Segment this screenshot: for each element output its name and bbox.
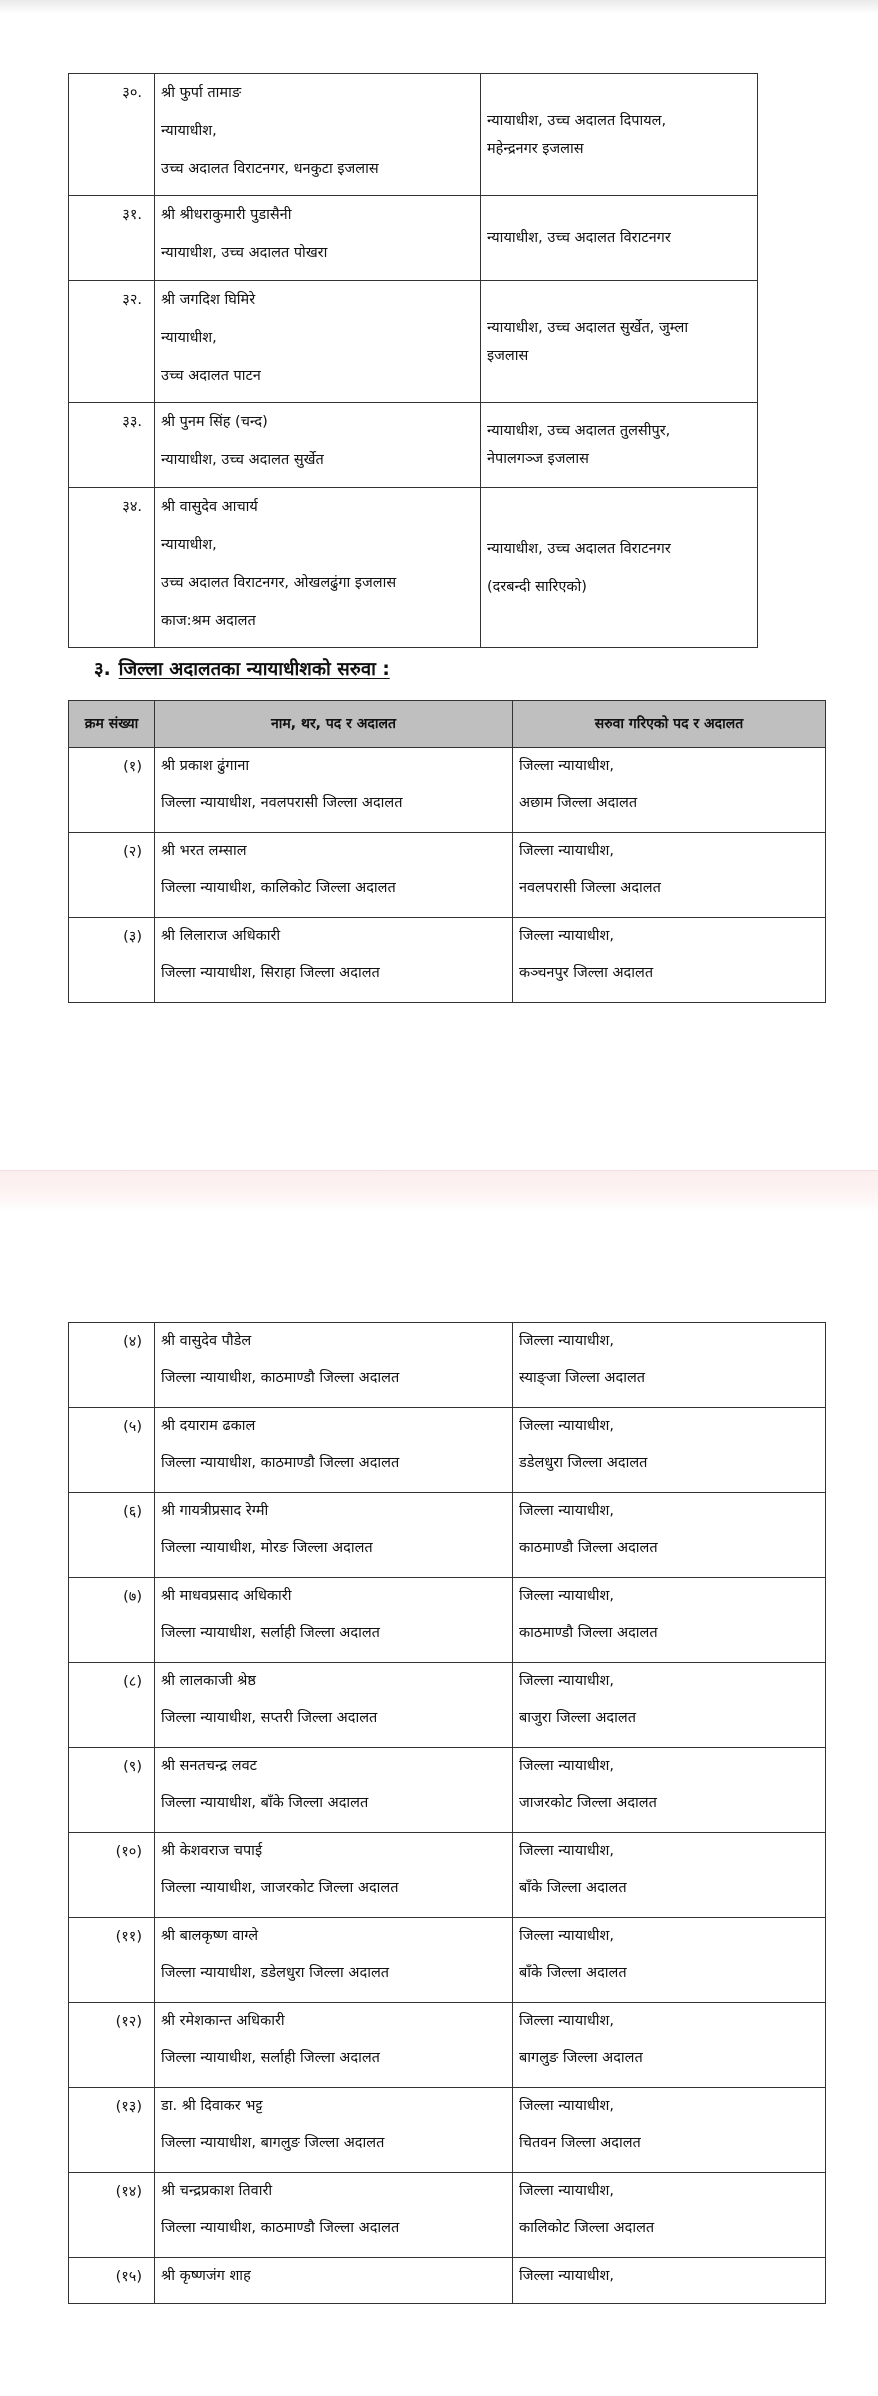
table-row	[69, 403, 758, 488]
row-number: ३१.	[69, 196, 155, 281]
judge-court: जिल्ला न्यायाधीश, बाँके जिल्ला अदालत	[161, 1795, 369, 1811]
judge-title: न्यायाधीश,	[161, 330, 217, 346]
transfer-destination-cell	[513, 833, 826, 918]
destination-title: जिल्ला न्यायाधीश,	[519, 758, 614, 774]
judge-name: श्री माधवप्रसाद अधिकारी	[161, 1588, 292, 1604]
destination-court: चितवन जिल्ला अदालत	[519, 2135, 641, 2151]
table-body	[69, 1323, 826, 2304]
transfer-destination-cell	[513, 2173, 826, 2258]
judge-name-cell	[155, 1833, 513, 1918]
table-row	[69, 196, 758, 281]
table-row	[69, 1323, 826, 1408]
row-number: (१२)	[69, 2003, 155, 2088]
table-row	[69, 2088, 826, 2173]
table-row	[69, 74, 758, 196]
row-number: (१४)	[69, 2173, 155, 2258]
row-number: (८)	[69, 1663, 155, 1748]
judge-court: उच्च अदालत विराटनगर, धनकुटा इजलास	[161, 161, 379, 177]
table-row	[69, 1493, 826, 1578]
table-row	[69, 748, 826, 833]
destination-title: जिल्ला न्यायाधीश,	[519, 2268, 614, 2284]
judge-name: श्री चन्द्रप्रकाश तिवारी	[161, 2183, 273, 2199]
judge-court: जिल्ला न्यायाधीश, सप्तरी जिल्ला अदालत	[161, 1710, 378, 1726]
transfer-destination-cell	[481, 488, 758, 648]
destination-title: जिल्ला न्यायाधीश,	[519, 928, 614, 944]
judge-name-cell	[155, 2173, 513, 2258]
table-row	[69, 281, 758, 403]
section-heading	[94, 656, 390, 681]
judge-name-cell	[155, 2258, 513, 2304]
judge-name: श्री रमेशकान्त अधिकारी	[161, 2013, 285, 2029]
judge-name-cell	[155, 2003, 513, 2088]
judge-court: जिल्ला न्यायाधीश, जाजरकोट जिल्ला अदालत	[161, 1880, 399, 1896]
transfer-destination-cell	[513, 1323, 826, 1408]
row-number: (३)	[69, 918, 155, 1003]
transfer-destination-cell	[513, 2088, 826, 2173]
table-row	[69, 2258, 826, 2304]
row-number: (१)	[69, 748, 155, 833]
table-row	[69, 2003, 826, 2088]
high-court-transfer-table	[68, 73, 758, 648]
destination-title: जिल्ला न्यायाधीश,	[519, 2183, 614, 2199]
judge-court: जिल्ला न्यायाधीश, मोरङ जिल्ला अदालत	[161, 1540, 373, 1556]
judge-name: श्री भरत लम्साल	[161, 843, 247, 859]
judge-name-cell	[155, 196, 481, 281]
destination-title: जिल्ला न्यायाधीश,	[519, 1333, 614, 1349]
row-number: (९)	[69, 1748, 155, 1833]
judge-court: न्यायाधीश, उच्च अदालत सुर्खेत	[161, 452, 324, 468]
judge-name: डा. श्री दिवाकर भट्ट	[161, 2098, 263, 2114]
destination-title: जिल्ला न्यायाधीश,	[519, 2098, 614, 2114]
destination-court: अछाम जिल्ला अदालत	[519, 795, 638, 811]
judge-court: उच्च अदालत विराटनगर, ओखलढुंगा इजलास	[161, 575, 397, 591]
judge-name-cell	[155, 918, 513, 1003]
destination-title: जिल्ला न्यायाधीश,	[519, 1673, 614, 1689]
destination-court: कञ्चनपुर जिल्ला अदालत	[519, 965, 654, 981]
row-number: (६)	[69, 1493, 155, 1578]
judge-name: श्री गायत्रीप्रसाद रेग्मी	[161, 1503, 269, 1519]
judge-name-cell	[155, 748, 513, 833]
destination-court: बागलुङ जिल्ला अदालत	[519, 2050, 643, 2066]
row-number: ३२.	[69, 281, 155, 403]
judge-name: श्री लालकाजी श्रेष्ठ	[161, 1673, 256, 1689]
destination-title: जिल्ला न्यायाधीश,	[519, 1758, 614, 1774]
table-row	[69, 918, 826, 1003]
destination-line: इजलास	[487, 347, 529, 364]
transfer-destination-cell	[481, 196, 758, 281]
destination-court: कालिकोट जिल्ला अदालत	[519, 2220, 655, 2236]
row-number: ३४.	[69, 488, 155, 648]
judge-name: श्री लिलाराज अधिकारी	[161, 928, 281, 944]
transfer-destination-cell	[481, 281, 758, 403]
destination-court: बाँके जिल्ला अदालत	[519, 1880, 627, 1896]
judge-court: जिल्ला न्यायाधीश, काठमाण्डौ जिल्ला अदालत	[161, 2220, 400, 2236]
destination-court: बाँके जिल्ला अदालत	[519, 1965, 627, 1981]
judge-title: न्यायाधीश,	[161, 123, 217, 139]
row-number: (४)	[69, 1323, 155, 1408]
transfer-destination-cell	[481, 403, 758, 488]
destination-line: न्यायाधीश, उच्च अदालत दिपायल,	[487, 112, 667, 129]
table-row	[69, 1918, 826, 2003]
judge-name: श्री वासुदेव पौडेल	[161, 1333, 252, 1349]
destination-line: न्यायाधीश, उच्च अदालत सुर्खेत, जुम्ला	[487, 319, 689, 336]
destination-court: नवलपरासी जिल्ला अदालत	[519, 880, 661, 896]
judge-title: न्यायाधीश,	[161, 537, 217, 553]
destination-title: जिल्ला न्यायाधीश,	[519, 1503, 614, 1519]
table-header-row	[69, 701, 826, 748]
judge-name-cell	[155, 1663, 513, 1748]
destination-title: जिल्ला न्यायाधीश,	[519, 2013, 614, 2029]
judge-name: श्री जगदिश घिमिरे	[161, 292, 256, 308]
judge-court: जिल्ला न्यायाधीश, काठमाण्डौ जिल्ला अदालत	[161, 1370, 400, 1386]
table-row	[69, 1833, 826, 1918]
judge-name-cell	[155, 488, 481, 648]
destination-line: न्यायाधीश, उच्च अदालत तुलसीपुर,	[487, 423, 671, 439]
page-top-edge	[0, 0, 878, 14]
judge-name-cell	[155, 1918, 513, 2003]
row-number: (१०)	[69, 1833, 155, 1918]
judge-court: जिल्ला न्यायाधीश, डडेलधुरा जिल्ला अदालत	[161, 1965, 390, 1981]
judge-court: जिल्ला न्यायाधीश, सर्लाही जिल्ला अदालत	[161, 1625, 380, 1641]
judge-name: श्री कृष्णजंग शाह	[161, 2268, 251, 2284]
judge-name-cell	[155, 403, 481, 488]
row-number: ३३.	[69, 403, 155, 488]
transfer-destination-cell	[513, 2003, 826, 2088]
judge-name-cell	[155, 281, 481, 403]
judge-name-cell	[155, 1748, 513, 1833]
transfer-destination-cell	[513, 1833, 826, 1918]
transfer-destination-cell	[513, 748, 826, 833]
judge-name-cell	[155, 2088, 513, 2173]
judge-name: श्री सनतचन्द्र लवट	[161, 1758, 257, 1774]
judge-court: जिल्ला न्यायाधीश, काठमाण्डौ जिल्ला अदालत	[161, 1455, 400, 1471]
destination-court: बाजुरा जिल्ला अदालत	[519, 1710, 636, 1726]
judge-name: श्री बालकृष्ण वाग्ले	[161, 1928, 259, 1944]
table-row	[69, 1578, 826, 1663]
judge-court: जिल्ला न्यायाधीश, कालिकोट जिल्ला अदालत	[161, 880, 396, 896]
table-row	[69, 1748, 826, 1833]
transfer-destination-cell	[513, 1748, 826, 1833]
destination-court: काठमाण्डौ जिल्ला अदालत	[519, 1540, 658, 1556]
header-destination: सरुवा गरिएको पद र अदालत	[513, 701, 826, 748]
judge-court: जिल्ला न्यायाधीश, बागलुङ जिल्ला अदालत	[161, 2135, 385, 2151]
transfer-destination-cell	[513, 2258, 826, 2304]
judge-name: श्री केशवराज चपाई	[161, 1843, 263, 1859]
row-number: (११)	[69, 1918, 155, 2003]
judge-name: श्री श्रीधराकुमारी पुडासैनी	[161, 207, 292, 223]
judge-name: श्री प्रकाश ढुंगाना	[161, 758, 250, 774]
row-number: ३०.	[69, 74, 155, 196]
judge-name-cell	[155, 74, 481, 196]
judge-court: उच्च अदालत पाटन	[161, 368, 261, 384]
destination-title: जिल्ला न्यायाधीश,	[519, 1418, 614, 1434]
row-number: (१५)	[69, 2258, 155, 2304]
judge-deputation: काज:श्रम अदालत	[161, 613, 256, 629]
page-break	[0, 1170, 878, 1213]
transfer-destination-cell	[513, 1663, 826, 1748]
section-title: जिल्ला अदालतका न्यायाधीशको सरुवा :	[118, 659, 390, 680]
table-row	[69, 488, 758, 648]
transfer-destination-cell	[513, 1578, 826, 1663]
row-number: (१३)	[69, 2088, 155, 2173]
destination-title: जिल्ला न्यायाधीश,	[519, 1928, 614, 1944]
judge-court: जिल्ला न्यायाधीश, सिराहा जिल्ला अदालत	[161, 965, 380, 981]
header-name: नाम, थर, पद र अदालत	[155, 701, 513, 748]
transfer-destination-cell	[513, 1408, 826, 1493]
table-row	[69, 1663, 826, 1748]
destination-title: जिल्ला न्यायाधीश,	[519, 1588, 614, 1604]
destination-line: न्यायाधीश, उच्च अदालत विराटनगर	[487, 230, 671, 246]
judge-name-cell	[155, 1323, 513, 1408]
judge-name-cell	[155, 1493, 513, 1578]
destination-line: न्यायाधीश, उच्च अदालत विराटनगर	[487, 540, 671, 557]
judge-court: न्यायाधीश, उच्च अदालत पोखरा	[161, 245, 328, 261]
table-row	[69, 833, 826, 918]
section-number: ३.	[94, 659, 111, 680]
transfer-destination-cell	[513, 918, 826, 1003]
judge-court: जिल्ला न्यायाधीश, नवलपरासी जिल्ला अदालत	[161, 795, 403, 811]
destination-court: जाजरकोट जिल्ला अदालत	[519, 1795, 657, 1811]
destination-court: काठमाण्डौ जिल्ला अदालत	[519, 1625, 658, 1641]
judge-name: श्री पुनम सिंह (चन्द)	[161, 414, 268, 430]
destination-line: (दरबन्दी सारिएको)	[487, 578, 587, 595]
judge-name-cell	[155, 833, 513, 918]
destination-line: नेपालगञ्ज इजलास	[487, 451, 589, 467]
destination-title: जिल्ला न्यायाधीश,	[519, 843, 614, 859]
district-judge-transfer-table-continued	[68, 1322, 826, 2304]
judge-name: श्री वासुदेव आचार्य	[161, 499, 258, 515]
judge-court: जिल्ला न्यायाधीश, सर्लाही जिल्ला अदालत	[161, 2050, 380, 2066]
row-number: (२)	[69, 833, 155, 918]
table-row	[69, 1408, 826, 1493]
judge-name-cell	[155, 1408, 513, 1493]
transfer-destination-cell	[513, 1493, 826, 1578]
judge-name: श्री दयाराम ढकाल	[161, 1418, 256, 1434]
district-judge-transfer-table	[68, 700, 826, 1003]
judge-name: श्री फुर्पा तामाङ	[161, 85, 242, 101]
row-number: (५)	[69, 1408, 155, 1493]
header-serial: क्रम संख्या	[69, 701, 155, 748]
transfer-destination-cell	[481, 74, 758, 196]
transfer-destination-cell	[513, 1918, 826, 2003]
destination-court: डडेलधुरा जिल्ला अदालत	[519, 1455, 648, 1471]
table-row	[69, 2173, 826, 2258]
destination-court: स्याङ्जा जिल्ला अदालत	[519, 1370, 646, 1386]
judge-name-cell	[155, 1578, 513, 1663]
row-number: (७)	[69, 1578, 155, 1663]
destination-line: महेन्द्रनगर इजलास	[487, 140, 584, 157]
destination-title: जिल्ला न्यायाधीश,	[519, 1843, 614, 1859]
